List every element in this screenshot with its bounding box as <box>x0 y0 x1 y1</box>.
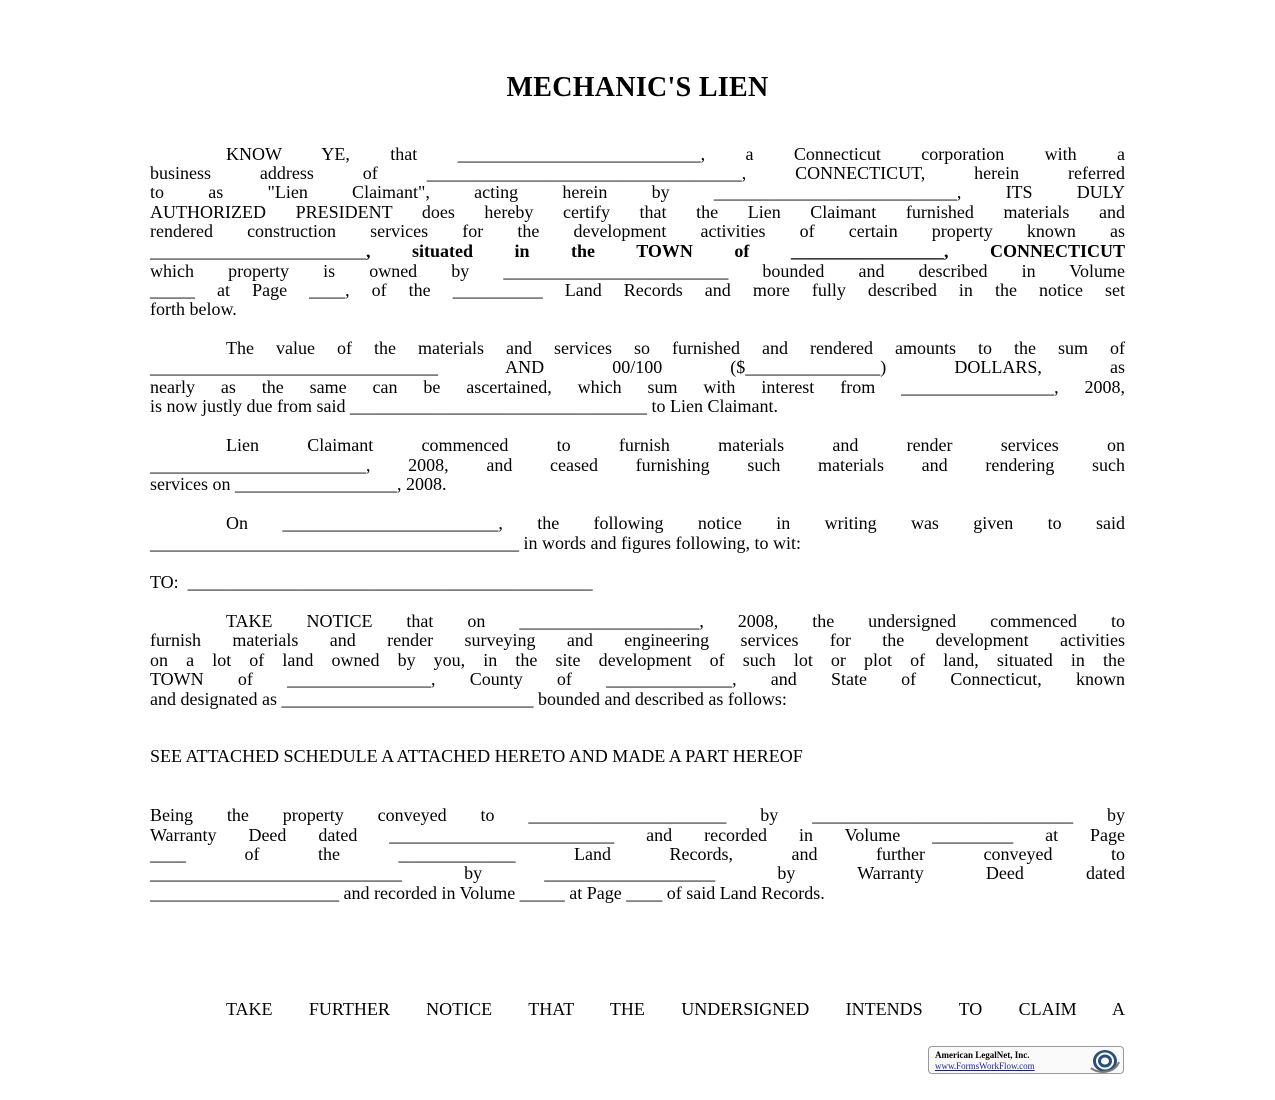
para3-line3: services on __________________, 2008. <box>150 474 447 494</box>
para1-line1: KNOW YE, that ___________________________, a Connecticut corporation with a <box>226 144 1125 164</box>
para6-line3: ____ of the _____________ Land Records, and further conveyed to <box>150 844 1125 864</box>
para2-line1: The value of the materials and services so furnished and rendered amounts to the sum of <box>226 338 1125 358</box>
para1-line8: _____ at Page ____, of the __________ Land Records and more fully described in the notice set <box>150 280 1125 300</box>
para5-line4: TOWN of ________________, County of ______________, and State of Connecticut, known <box>150 669 1125 689</box>
para6-line2: Warranty Deed dated _________________________ and recorded in Volume _________ at Page <box>150 825 1125 845</box>
para7-line1: TAKE FURTHER NOTICE THAT THE UNDERSIGNED INTENDS TO CLAIM A <box>226 999 1125 1019</box>
para1-line2: business address of ___________________________________, CONNECTICUT, herein referred <box>150 163 1125 183</box>
para6-line5: _____________________ and recorded in Volume _____ at Page ____ of said Land Records. <box>150 883 825 903</box>
para1-line6 <box>150 242 1125 262</box>
globe-emblem-icon <box>1086 1048 1120 1074</box>
para6-line1: Being the property conveyed to ______________________ by _____________________________ by <box>150 805 1125 825</box>
schedule-line: SEE ATTACHED SCHEDULE A ATTACHED HERETO AND MADE A PART HEREOF <box>150 746 803 766</box>
para2-line2: ________________________________ AND 00/100 ($_______________) DOLLARS, as <box>150 357 1125 377</box>
american-legalnet-logo[interactable] <box>928 1046 1124 1074</box>
para5-line2: furnish materials and render surveying and engineering services for the development activities <box>150 630 1125 650</box>
para2-line4: is now justly due from said _________________________________ to Lien Claimant. <box>150 396 778 416</box>
para1-line6-b: , situated in the TOWN of _________________ <box>366 241 944 261</box>
para6-line4: ____________________________ by ___________________ by Warranty Deed dated <box>150 863 1125 883</box>
para1-line3: to as "Lien Claimant", acting herein by ___________________________, ITS DULY <box>150 182 1125 202</box>
para1-line9: forth below. <box>150 299 237 319</box>
para3-line1: Lien Claimant commenced to furnish materials and render services on <box>226 435 1125 455</box>
para2-line3: nearly as the same can be ascertained, which sum with interest from _________________, 2008, <box>150 377 1125 397</box>
para1-line7: which property is owned by _________________________ bounded and described in Volume <box>150 261 1125 281</box>
page-title: MECHANIC'S LIEN <box>506 72 769 103</box>
para5-line1: TAKE NOTICE that on ____________________, 2008, the undersigned commenced to <box>226 611 1125 631</box>
para4-line1: On ________________________, the following notice in writing was given to said <box>226 513 1125 533</box>
to-line: TO: _____________________________________________ <box>150 572 593 592</box>
para1-line6-c: , CONNECTICUT <box>943 241 1125 261</box>
para1-line4: AUTHORIZED PRESIDENT does hereby certify that the Lien Claimant furnished materials and <box>150 202 1125 222</box>
para4-line2: _________________________________________ in words and figures following, to wit: <box>150 533 801 553</box>
logo-url-link[interactable]: www.FormsWorkFlow.com <box>935 1061 1035 1071</box>
para5-line5: and designated as ____________________________ bounded and described as follows: <box>150 689 787 709</box>
logo-company-name: American LegalNet, Inc. <box>935 1050 1030 1060</box>
para1-line5: rendered construction services for the development activities of certain property known as <box>150 221 1125 241</box>
para5-line3: on a lot of land owned by you, in the site development of such lot or plot of land, situated in the <box>150 650 1125 670</box>
para1-line6-a: ________________________ <box>150 241 366 261</box>
para3-line2: ________________________, 2008, and ceased furnishing such materials and rendering such <box>150 455 1125 475</box>
